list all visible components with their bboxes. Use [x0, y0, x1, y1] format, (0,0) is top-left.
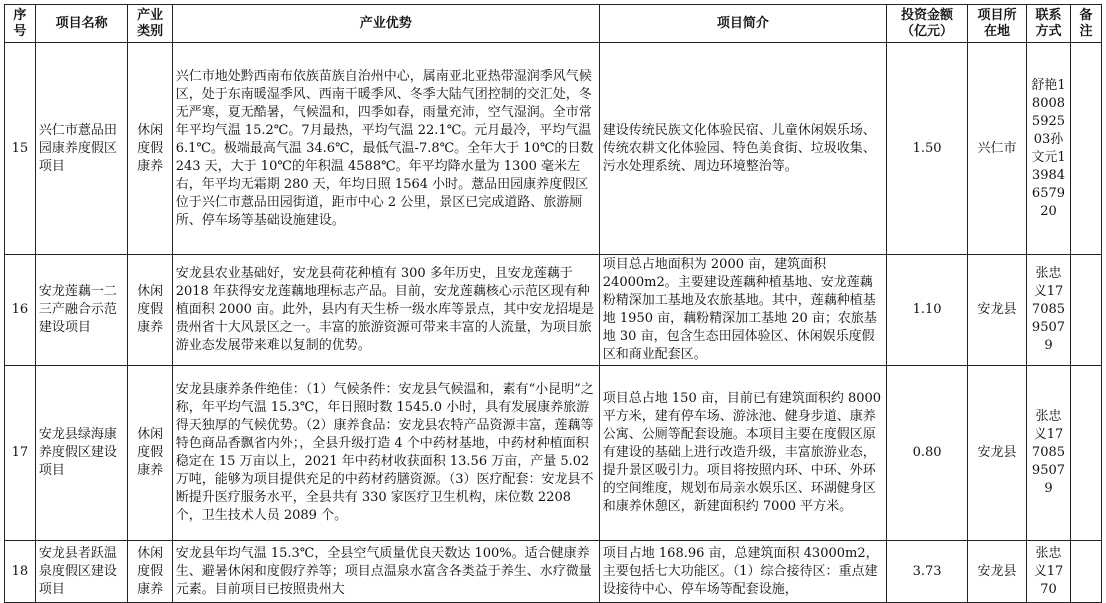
table-row	[5, 255, 1102, 366]
row-location: 安龙县	[968, 255, 1027, 366]
row-location: 安龙县	[968, 541, 1027, 603]
header-location: 项目所在地	[968, 5, 1027, 43]
row-advantage: 兴仁市地处黔西南布依族苗族自治州中心，属南亚北亚热带湿润季风气候区，处于东南暖湿季风、西南干暖季风、冬季大陆气团控制的交汇处，冬无严寒，夏无酷暑，气候温和，四季如春，雨量充沛，空气湿润。全市常年平均气温 15.2℃。7月最热，平均气温 22.1℃。元月最冷，平均气温 6.1℃。极端最高气温 34.6℃，最低气温-7.8℃。全年大于 10℃的日数 243 天，大于 10℃的年积温 4588℃。年平均降水量为 1300 毫米左右，年平均无霜期 280 天，年均日照 1564 小时。薏品田园康养度假区位于兴仁市薏品田园街道，距市中心 2 公里，景区已完成道路、旅游厕所、停车场等基础设施建设。	[172, 43, 599, 255]
row-summary: 建设传统民族文化体验民宿、儿童休闲娱乐场、传统农耕文化体验园、特色美食街、垃圾收集、污水处理系统、周边环境整治等。	[599, 43, 886, 255]
header-row	[5, 5, 1102, 43]
row-category: 休闲度假康养	[128, 366, 172, 541]
row-advantage: 安龙县年均气温 15.3℃，全县空气质量优良天数达 100%。适合健康养生、避暑休闲和度假疗养等；项目点温泉水富含各类益于养生、水疗微量元素。目前项目已按照贵州大	[172, 541, 599, 603]
table-row	[5, 366, 1102, 541]
row-amount: 1.10	[886, 255, 967, 366]
table-row	[5, 541, 1102, 603]
header-summary: 项目简介	[599, 5, 886, 43]
row-summary: 项目总占地 150 亩，目前已有建筑面积约 8000 平方米，建有停车场、游泳池、健身步道、康养公寓、公厕等配套设施。本项目主要在度假区原有建设的基础上进行改造升级，丰富旅游业态，提升景区吸引力。项目将按照内环、中环、外环的空间维度，规划布局亲水娱乐区、环湖健身区和康养休憩区，新建面积约 7000 平方米。	[599, 366, 886, 541]
row-category: 休闲度假康养	[128, 541, 172, 603]
row-advantage: 安龙县康养条件绝佳：（1）气候条件：安龙县气候温和，素有“小昆明”之称，年平均气温 15.3℃，年日照时数 1545.0 小时，具有发展康养旅游得天独厚的气候优势。（2）康养食品：安龙县农特产品资源丰富，莲藕等特色商品香飘省内外；，全县升级打造 4 个中药材基地，中药材种植面积稳定在 15 万亩以上，2021 年中药材收获面积 13.56 万亩，产量 5.02 万吨，能够为项目提供充足的中药材药膳资源。（3）医疗配套：安龙县不断提升医疗服务水平，全县共有 330 家医疗卫生机构，床位数 2208 个，卫生技术人员 2089 个。	[172, 366, 599, 541]
row-name: 兴仁市薏品田园康养度假区项目	[35, 43, 128, 255]
row-summary: 项目占地 168.96 亩，总建筑面积 43000m2，主要包括七大功能区。（1）综合接待区：重点建设接待中心、停车场等配套设施，	[599, 541, 886, 603]
header-remark: 备注	[1071, 5, 1102, 43]
row-location: 安龙县	[968, 366, 1027, 541]
row-contact: 舒艳18008592503孙文元13984657920	[1026, 43, 1070, 255]
row-amount: 1.50	[886, 43, 967, 255]
row-summary: 项目总占地面积为 2000 亩，建筑面积 24000m2。主要建设莲藕种植基地、安龙莲藕粉精深加工基地及农旅基地。其中，莲藕种植基地 1950 亩，藕粉精深加工基地 20 亩；农旅基地 30 亩，包含生态田园体验区、休闲娱乐度假区和商业配套区。	[599, 255, 886, 366]
row-contact: 张忠义1770	[1026, 541, 1070, 603]
header-advantage: 产业优势	[172, 5, 599, 43]
header-name: 项目名称	[35, 5, 128, 43]
row-remark	[1071, 541, 1102, 603]
row-category: 休闲度假康养	[128, 43, 172, 255]
row-name: 安龙县绿海康养度假区建设项目	[35, 366, 128, 541]
row-remark	[1071, 43, 1102, 255]
row-remark	[1071, 255, 1102, 366]
row-amount: 0.80	[886, 366, 967, 541]
row-contact: 张忠义17708595079	[1026, 366, 1070, 541]
row-num: 17	[5, 366, 36, 541]
row-location: 兴仁市	[968, 43, 1027, 255]
row-num: 15	[5, 43, 36, 255]
project-table	[4, 4, 1102, 603]
header-category: 产业类别	[128, 5, 172, 43]
table-row	[5, 43, 1102, 255]
row-remark	[1071, 366, 1102, 541]
header-num: 序号	[5, 5, 36, 43]
row-category: 休闲度假康养	[128, 255, 172, 366]
header-contact: 联系方式	[1026, 5, 1070, 43]
row-num: 16	[5, 255, 36, 366]
row-num: 18	[5, 541, 36, 603]
row-amount: 3.73	[886, 541, 967, 603]
header-amount: 投资金额（亿元）	[886, 5, 967, 43]
row-name: 安龙莲藕一二三产融合示范建设项目	[35, 255, 128, 366]
row-advantage: 安龙县农业基础好，安龙县荷花种植有 300 多年历史，且安龙莲藕于 2018 年获得安龙莲藕地理标志产品。目前，安龙莲藕核心示范区现有种植面积 2000 亩。此外，县内有天生桥一级水库等景点，其中安龙招堤是贵州省十大风景区之一。丰富的旅游资源可带来丰富的人流量，为项目旅游业态发展带来难以复制的优势。	[172, 255, 599, 366]
row-contact: 张忠义17708595079	[1026, 255, 1070, 366]
row-name: 安龙县者跃温泉度假区建设项目	[35, 541, 128, 603]
